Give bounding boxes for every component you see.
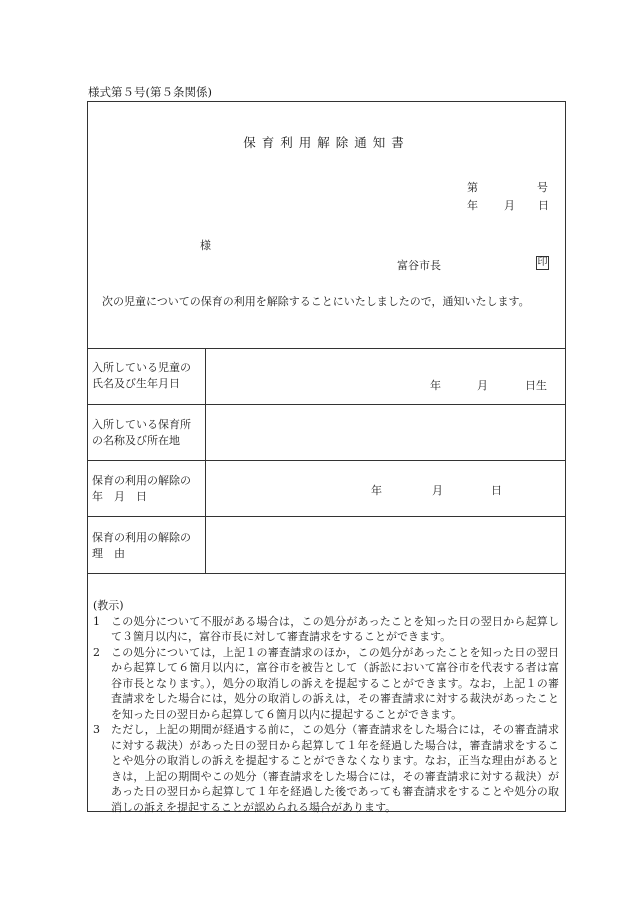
row-label-line: 氏名及び生年月日 <box>92 377 180 390</box>
notice-form <box>87 101 566 812</box>
notice-item-text: この処分について不服がある場合は，この処分があったことを知った日の翌日から起算して３箇月以内に，富谷市長に対して審査請求をすることができます。 <box>111 614 559 643</box>
row-label-child <box>92 360 200 392</box>
notice-heading: (教示) <box>93 599 124 612</box>
row-label-line: 年 月 日 <box>92 490 147 503</box>
intro-text: 次の児童についての保育の利用を解除することにいたしましたので，通知いたします。 <box>102 295 530 308</box>
row-value-month: 月 <box>432 484 443 497</box>
date-year: 年 <box>467 199 478 212</box>
notice-item-text: この処分については，上記１の審査請求のほか，この処分があったことを知った日の翌日から起算して６箇月以内に，富谷市を被告として（訴訟において富谷市を代表する者は富谷市長となります。），処分の取消しの訴えを提起することができます。なお，上記１の審査請求をした場合には，処分の取消しの訴えは，その審査請求に対する裁決があったことを知った日の翌日から起算して６箇月以内に提起することができます。 <box>111 645 559 721</box>
appeal-notice <box>93 598 559 815</box>
number-suffix: 号 <box>537 181 548 194</box>
row-value-month: 月 <box>477 379 488 392</box>
row-label-line: 保育の利用の解除の <box>92 531 191 544</box>
row-label-line: 入所している児童の <box>92 361 191 374</box>
table-row-divider <box>88 460 565 461</box>
date-day: 日 <box>538 199 549 212</box>
seal-mark <box>536 255 549 270</box>
table-top-line <box>88 348 565 349</box>
notice-item <box>93 722 559 815</box>
row-label-line: の名称及び所在地 <box>92 434 180 447</box>
table-column-divider <box>205 348 206 573</box>
issuer-name: 富谷市長 <box>397 259 441 272</box>
table-bottom-line <box>88 573 565 574</box>
notice-item-number: 2 <box>93 645 100 659</box>
table-row-divider <box>88 516 565 517</box>
row-label-cancel-date <box>92 473 200 505</box>
row-value-day: 日生 <box>525 379 547 392</box>
row-label-line: 理 由 <box>92 547 125 560</box>
row-label-line: 保育の利用の解除の <box>92 474 191 487</box>
date-month: 月 <box>504 199 515 212</box>
notice-item-text: ただし，上記の期間が経過する前に，この処分（審査請求をした場合には，その審査請求に対する裁決）があった日の翌日から起算して１年を経過した場合は，審査請求をすることや処分の取消しの訴えを提起することができなくなります。なお，正当な理由があるときは，上記の期間やこの処分（審査請求をした場合には，その審査請求に対する裁決）があった日の翌日から起算して１年を経過した後であっても審査請求をすることや処分の取消しの訴えを提起することが認められる場合があります。 <box>111 723 559 814</box>
notice-item <box>93 614 559 645</box>
table-row-divider <box>88 404 565 405</box>
row-value-year: 年 <box>371 484 382 497</box>
row-value-day: 日 <box>491 484 502 497</box>
document-title: 保育利用解除通知書 <box>243 135 410 150</box>
notice-item-number: 1 <box>93 614 100 628</box>
form-number: 様式第５号(第５条関係) <box>88 85 212 99</box>
row-label-facility <box>92 417 200 449</box>
row-label-line: 入所している保育所 <box>92 418 191 431</box>
notice-item-number: 3 <box>93 723 100 736</box>
row-value-year: 年 <box>430 379 441 392</box>
number-prefix: 第 <box>467 181 478 194</box>
row-label-reason <box>92 530 200 562</box>
seal-char: 印 <box>537 257 548 268</box>
addressee-suffix: 様 <box>200 239 211 252</box>
notice-item <box>93 645 559 723</box>
